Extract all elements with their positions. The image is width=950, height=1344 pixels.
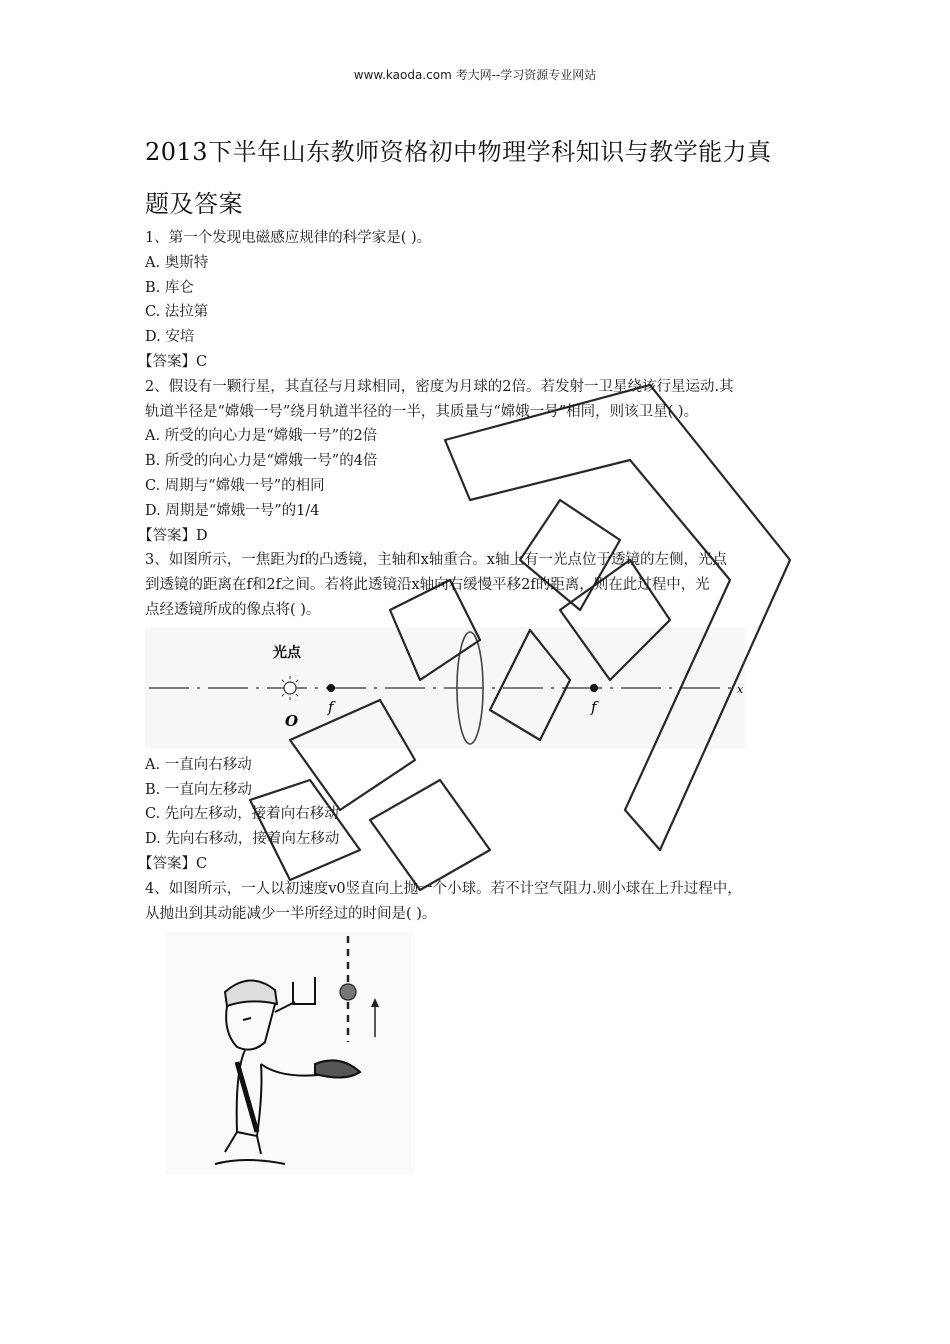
answer: 【答案】C — [138, 353, 208, 370]
ball-icon — [340, 984, 356, 1000]
option-b: B. 库仑 — [145, 279, 194, 296]
question-stem: 到透镜的距离在f和2f之间。若将此透镜沿x轴向右缓慢平移2f的距离，则在此过程中，光 — [145, 577, 710, 594]
question-list — [138, 226, 815, 1174]
option-c: C. 先向左移动，接着向右移动 — [145, 806, 339, 823]
option-b: B. 所受的向心力是“嫦娥一号”的4倍 — [145, 453, 378, 470]
answer: 【答案】C — [138, 855, 208, 872]
question-stem: 3、如图所示，一焦距为f的凸透镜，主轴和x轴重合。x轴上有一光点位于透镜的左侧，光点 — [145, 552, 727, 569]
option-a: A. 一直向右移动 — [145, 756, 252, 773]
answer: 【答案】D — [138, 527, 208, 544]
option-d: D. 安培 — [145, 329, 195, 346]
focus-label-left: f — [328, 697, 334, 716]
lens-diagram — [145, 627, 745, 749]
question-stem: 从抛出到其动能减少一半所经过的时间是( )。 — [145, 905, 437, 922]
page-header: www.kaoda.com 考大网--学习资源专业网站 — [353, 68, 597, 82]
question-stem: 轨道半径是“嫦娥一号”绕月轨道半径的一半，其质量与“嫦娥一号”相同，则该卫星( )。 — [145, 403, 699, 420]
question-2 — [138, 375, 815, 549]
question-stem: 2、假设有一颗行星，其直径与月球相同，密度为月球的2倍。若发射一卫星绕该行星运动.其 — [145, 378, 734, 395]
focus-point-right — [590, 684, 598, 692]
option-b: B. 一直向左移动 — [145, 781, 252, 798]
ball-throw-svg — [165, 932, 415, 1174]
light-point-label: 光点 — [273, 644, 301, 661]
title-line-1: 2013下半年山东教师资格初中物理学科知识与教学能力真 — [145, 138, 772, 166]
ball-throw-illustration — [165, 932, 415, 1174]
option-c: C. 周期与“嫦娥一号”的相同 — [145, 477, 325, 494]
option-d: D. 先向右移动，接着向左移动 — [145, 831, 340, 848]
origin-label: O — [285, 711, 299, 730]
question-1 — [138, 226, 815, 375]
question-stem: 1、第一个发现电磁感应规律的科学家是( )。 — [145, 230, 432, 246]
option-a: A. 奥斯特 — [145, 254, 209, 271]
option-d: D. 周期是“嫦娥一号”的1/4 — [145, 502, 320, 519]
question-3 — [138, 548, 815, 876]
focus-point-left — [327, 684, 335, 692]
question-stem: 点经透镜所成的像点将( )。 — [145, 601, 321, 618]
question-stem: 4、如图所示，一人以初速度v0竖直向上抛一个小球。若不计空气阻力.则小球在上升过程中， — [145, 880, 742, 897]
option-c: C. 法拉第 — [145, 304, 209, 321]
focus-label-right: f — [591, 697, 597, 716]
x-axis-label: x — [737, 682, 744, 696]
title-line-2: 题及答案 — [145, 190, 243, 218]
document-title — [145, 126, 825, 230]
lens-diagram-svg — [145, 627, 745, 749]
question-4 — [145, 877, 815, 1175]
option-a: A. 所受的向心力是“嫦娥一号”的2倍 — [145, 428, 378, 445]
